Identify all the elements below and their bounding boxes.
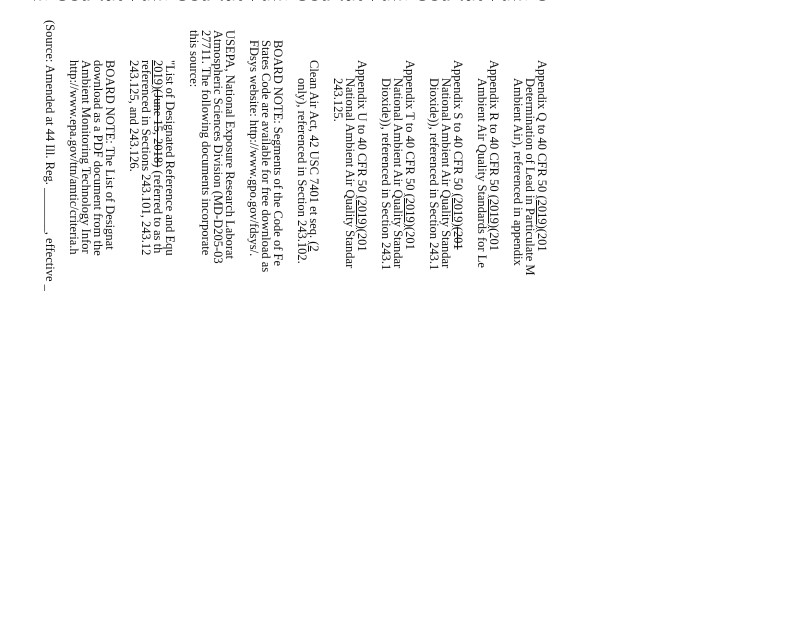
line-number (200, 0, 212, 1)
line-number (344, 0, 356, 1)
line-number (332, 0, 344, 1)
line-number (152, 0, 164, 1)
line-number (368, 0, 380, 1)
line-number (452, 0, 464, 1)
text-line: 243.125. (331, 78, 345, 122)
text-line: 2019)(June 15, 2018) (referred to as th (151, 60, 165, 254)
line-number (428, 0, 440, 1)
text-line: National Ambient Air Quality Standar (343, 78, 357, 269)
line-number (488, 0, 500, 1)
text-line: 27711. The following documents incorporate (199, 30, 213, 256)
line-number (140, 0, 152, 1)
text-line: "List of Designated Reference and Equ (163, 60, 177, 256)
line-number (512, 0, 524, 1)
line-number (356, 0, 368, 1)
text-line: Ambient Air Quality Standards for Le (475, 78, 489, 268)
text-line: Appendix Q to 40 CFR 50 (2019)(201 (535, 60, 549, 252)
line-number (308, 0, 320, 1)
text-line: Determination of Lead in Particulate M (523, 78, 537, 276)
line-number (296, 0, 308, 1)
line-number (404, 0, 416, 1)
text-line: only), referenced in Section 243.102. (295, 78, 309, 264)
line-number (128, 0, 140, 1)
line-number (104, 0, 116, 1)
line-number (392, 0, 404, 1)
text-line: download as a PDF document from the (91, 60, 105, 256)
line-number (92, 0, 104, 1)
text-line: Ambient Monitoring Technology Infor (79, 60, 93, 254)
text-line: Appendix U to 40 CFR 50 (2019)(201 (355, 60, 369, 252)
text-line: 243.125, and 243.126. (127, 60, 141, 172)
text-line: States Code are available for free download as (259, 40, 273, 273)
text-line: BOARD NOTE: Segments of the Code of Fe (271, 40, 285, 267)
line-number (260, 0, 272, 1)
line-number (44, 0, 56, 1)
line-number (416, 0, 428, 1)
line-number (476, 0, 488, 1)
line-number (524, 0, 536, 1)
line-number (32, 0, 44, 1)
line-number (56, 0, 68, 1)
text-line: Dioxide)), referenced in Section 243.1 (427, 78, 441, 271)
line-number (284, 0, 296, 1)
text-line: National Ambient Air Quality Standar (391, 78, 405, 269)
text-line: Appendix S to 40 CFR 50 (2019)(201 (451, 60, 465, 250)
line-number (176, 0, 188, 1)
line-number (224, 0, 236, 1)
text-line: (Source: Amended at 44 Ill. Reg. _______, effective _ (43, 20, 57, 291)
line-number (188, 0, 200, 1)
text-line: Appendix T to 40 CFR 50 (2019)(201 (403, 60, 417, 250)
line-number (272, 0, 284, 1)
text-line: Atmospheric Sciences Division (MD-D205-03 (211, 30, 225, 264)
line-number (248, 0, 260, 1)
line-number (464, 0, 476, 1)
line-number (80, 0, 92, 1)
text-line: Clean Air Act, 42 USC 7401 et seq. (2 (307, 60, 321, 252)
line-number (68, 0, 80, 1)
text-line: Appendix R to 40 CFR 50 (2019)(201 (487, 60, 501, 251)
line-number (236, 0, 248, 1)
line-number (380, 0, 392, 1)
line-number (116, 0, 128, 1)
line-number (164, 0, 176, 1)
text-line: Ambient Air), referenced in appendix (511, 78, 525, 266)
text-line: BOARD NOTE: The List of Designat (103, 60, 117, 250)
text-line: referenced in Sections 243.101, 243.12 (139, 60, 153, 256)
text-line: http://www.epa.gov/ttn/amtic/criteria.h (67, 60, 81, 255)
text-line: USEPA, National Exposure Research Laborat (223, 30, 237, 259)
line-number (500, 0, 512, 1)
line-number (320, 0, 332, 1)
line-number (212, 0, 224, 1)
text-line: Dioxide)), referenced in Section 243.1 (379, 78, 393, 271)
line-number (440, 0, 452, 1)
text-line: FDsys website: http://www.gpo.gov/fdsys/. (247, 40, 261, 257)
text-line: National Ambient Air Quality Standar (439, 78, 453, 269)
text-line: this source: (187, 30, 201, 88)
line-number (536, 0, 548, 1)
